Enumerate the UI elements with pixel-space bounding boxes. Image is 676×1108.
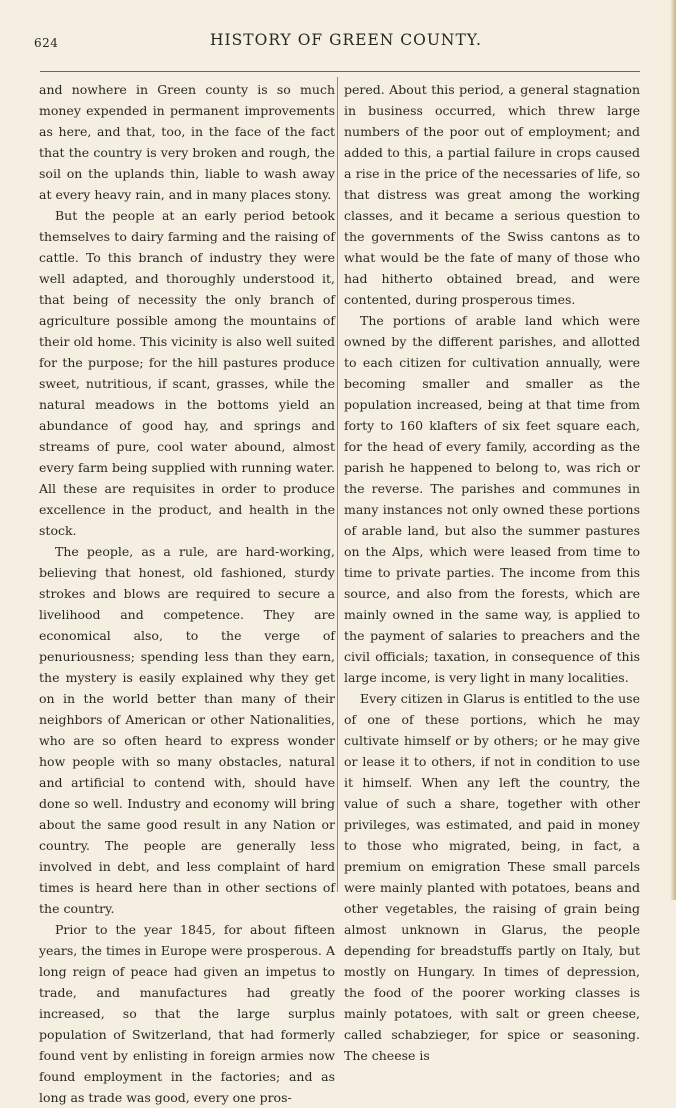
right-paragraph-2: The portions of arable land which were owned by the different parishes, and allotted to each citizen for cultivation annually, were becoming smaller and smaller as the population increased, being at that time from forty to 160 klafters of six feet square each, for the head of every family, according as the parish he happened to belong to, was rich or the reverse. The parishes and communes in many instances not only owned these portions of arable land, but also the summer pastures on the Alps, which were leased from time to time to private parties. The income from this source, and also from the forests, which are mainly owned in the same way, is applied to the payment of salaries to preachers and the civil officials; taxation, in consequence of this large income, is very light in many localities. — [344, 313, 640, 685]
right-column — [344, 79, 640, 1066]
left-paragraph-2: But the people at an early period betook themselves to dairy farming and the raising of cattle. To this branch of industry they were well adapted, and thoroughly understood it, that being of necessity the only branch of agriculture possible among the mountains of their old home. This vicinity is also well suited for the purpose; for the hill pastures produce sweet, nutritious, if scant, grasses, while the natural meadows in the bottoms yield an abundance of good hay, and springs and streams of pure, cool water abound, almost every farm being supplied with running water. All these are requisites in order to produce excellence in the product, and health in the stock. — [39, 208, 335, 538]
header-rule — [40, 71, 640, 72]
page-number: 624 — [34, 36, 59, 50]
left-paragraph-3: The people, as a rule, are hard-working, believing that honest, old fashioned, sturdy strokes and blows are required to secure a livelihood and competence. They are economical also, to the verge of penuriousness; spending less than they earn, the mystery is easily explained why they get on in the world better than many of their neighbors of American or other Nationalities, who are so often heard to express wonder how people with so many obstacles, natural and artificial to contend with, should have done so well. Industry and economy will bring about the same good result in any Nation or country. The people are generally less involved in debt, and less complaint of hard times is heard here than in other sections of the country. — [39, 544, 335, 916]
left-paragraph-4: Prior to the year 1845, for about fifteen years, the times in Europe were prosperous. A long reign of peace had given an impetus to trade, and manufactures had greatly increased, so that the large surplus population of Switzerland, that had formerly found vent by enlisting in foreign armies now found employment in the factories; and as long as trade was good, every one pros- — [39, 922, 335, 1105]
left-column — [39, 79, 335, 1108]
page-edge-shadow — [670, 0, 676, 900]
page-header — [34, 28, 658, 54]
running-title: HISTORY OF GREEN COUNTY. — [210, 31, 482, 49]
left-paragraph-1: and nowhere in Green county is so much money expended in permanent improvements as here, and that, too, in the face of the fact that the country is very broken and rough, the soil on the uplands thin, liable to wash away at every heavy rain, and in many places stony. — [39, 82, 335, 202]
right-paragraph-1: pered. About this period, a general stagnation in business occurred, which threw large numbers of the poor out of employment; and added to this, a partial failure in crops caused a rise in the price of the necessaries of life, so that distress was great among the working classes, and it became a serious question to the governments of the Swiss cantons as to what would be the fate of many of those who had hitherto obtained bread, and were contented, during prosperous times. — [344, 82, 640, 307]
right-paragraph-3: Every citizen in Glarus is entitled to the use of one of these portions, which he may cultivate himself or by others; or he may give or lease it to others, if not in condition to use it himself. When any left the country, the value of such a share, together with other privileges, was estimated, and paid in money to those who migrated, being, in fact, a premium on emigration These small parcels were mainly planted with potatoes, beans and other vegetables, the raising of grain being almost unknown in Glarus, the people depending for breadstuffs partly on Italy, but mostly on Hungary. In times of depression, the food of the poorer working classes is mainly potatoes, with salt or green cheese, called schabzieger, for spice or seasoning. The cheese is — [344, 691, 640, 1063]
column-divider — [337, 77, 338, 892]
